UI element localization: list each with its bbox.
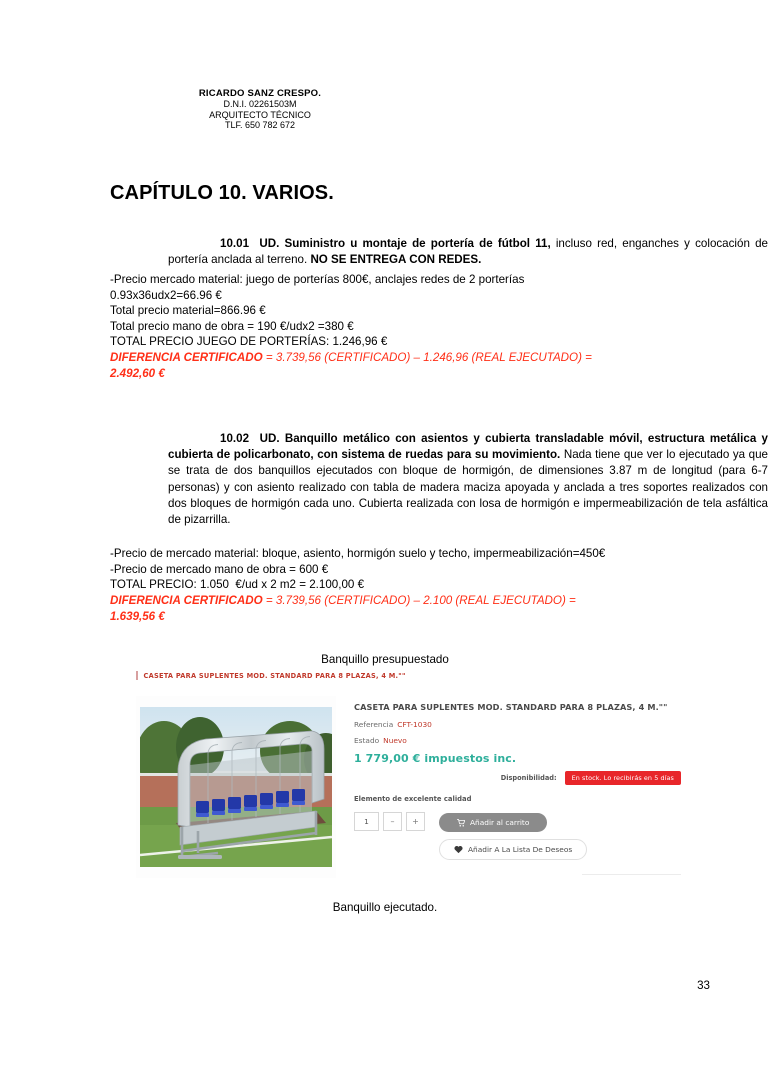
item-10-02-title-normal: Nada tiene que ver lo ejecutado ya que se trata de dos banquillos ejecutados con bloque de hormigón, de dimensiones 3.87 m de longitud (para 6-7 personas) y con asiento realizado con tabla de madera maciza apoyada y anclada a tres soportes realizados con dos bloques de hormigón cada uno. Cubierta realizada con losa de hormigón e impermeabilización de tela asfáltica de pizarrilla. xyxy=(168,448,769,527)
product-banner xyxy=(136,671,681,682)
product-title: CASETA PARA SUPLENTES MOD. STANDARD PARA 8 PLAZAS, 4 M."" xyxy=(354,702,668,712)
product-card xyxy=(136,671,681,878)
banner-tick-icon xyxy=(136,671,138,680)
item-10-01-difference xyxy=(110,350,720,381)
item-10-01-title-emphasis: NO SE ENTREGA CON REDES. xyxy=(310,253,482,267)
quality-note: Elemento de excelente calidad xyxy=(354,795,472,803)
page-title: CAPÍTULO 10. VARIOS. xyxy=(110,182,334,204)
add-to-cart-button[interactable] xyxy=(439,813,547,832)
reference-label: Referencia xyxy=(354,720,394,729)
price-line: Total precio material=866.96 € xyxy=(110,304,266,318)
caption-executed: Banquillo ejecutado. xyxy=(332,901,438,914)
item-10-01-price-lines xyxy=(110,272,730,350)
product-price: 1 779,00 € impuestos inc. xyxy=(354,752,517,765)
quantity-input[interactable]: 1 xyxy=(354,812,379,831)
cart-icon xyxy=(457,819,465,827)
team-shelter-photo-illustration xyxy=(140,707,332,867)
availability-row xyxy=(354,771,681,785)
availability-label: Disponibilidad: xyxy=(500,774,557,782)
price-line: 0.93x36udx2=66.96 € xyxy=(110,288,222,302)
price-line: -Precio mercado material: juego de porterías 800€, anclajes redes de 2 porterías xyxy=(110,273,525,286)
letterhead-phone: TLF. 650 782 672 xyxy=(224,120,296,131)
quantity-stepper[interactable] xyxy=(354,812,425,831)
item-10-02-code: 10.02 xyxy=(220,432,250,445)
difference-value: = 3.739,56 (CERTIFICADO) – 1.246,96 (REAL EJECUTADO) = xyxy=(262,351,592,364)
add-to-wishlist-button[interactable] xyxy=(439,839,587,860)
state-label: Estado xyxy=(354,736,380,745)
item-10-01-title-normal: incluso red, enganches y colocación de portería anclada al terreno. xyxy=(168,237,768,267)
item-10-02-difference xyxy=(110,593,720,624)
item-10-02-title-bold: UD. Banquillo metálico con asientos y cubierta transladable móvil, estructura metálica y cubierta de policarbonato, con sistema de ruedas para su movimiento. xyxy=(168,432,768,462)
letterhead-name: RICARDO SANZ CRESPO. xyxy=(198,88,322,99)
item-10-02-price-lines xyxy=(110,546,740,593)
quantity-increase-button[interactable]: + xyxy=(406,812,425,831)
add-to-cart-label: Añadir al carrito xyxy=(470,818,530,827)
difference-result: 2.492,60 € xyxy=(110,366,165,380)
item-10-02-heading xyxy=(110,431,768,528)
price-line: TOTAL PRECIO JUEGO DE PORTERÍAS: 1.246,96 € xyxy=(110,335,388,349)
item-10-01-heading xyxy=(110,236,768,268)
item-10-01-title-bold: UD. Suministro u montaje de portería de fútbol 11, xyxy=(259,237,551,250)
price-line: Total precio mano de obra = 190 €/udx2 =380 € xyxy=(110,319,354,333)
product-reference xyxy=(354,720,681,729)
letterhead-role: ARQUITECTO TÉCNICO xyxy=(209,109,311,120)
product-card-body xyxy=(136,682,681,878)
status-badge: En stock. Lo recibirás en 5 días xyxy=(565,771,681,785)
product-actions xyxy=(354,812,681,860)
item-10-01-code: 10.01 xyxy=(220,237,250,250)
price-line: TOTAL PRECIO: 1.050 €/ud x 2 m2 = 2.100,00 € xyxy=(110,578,365,592)
product-banner-title: CASETA PARA SUPLENTES MOD. STANDARD PARA 8 PLAZAS, 4 M."" xyxy=(143,671,406,680)
difference-result: 1.639,56 € xyxy=(110,609,165,623)
letterhead-dni: D.N.I. 02261503M xyxy=(223,99,297,110)
price-line: -Precio de mercado mano de obra = 600 € xyxy=(110,562,329,576)
difference-label: DIFERENCIA CERTIFICADO xyxy=(110,594,263,607)
add-to-wishlist-label: Añadir A La Lista De Deseos xyxy=(468,845,573,854)
caption-budgeted: Banquillo presupuestado xyxy=(321,653,449,666)
card-divider xyxy=(582,874,681,875)
state-value: Nuevo xyxy=(383,736,407,745)
quantity-decrease-button[interactable]: – xyxy=(383,812,402,831)
heart-icon xyxy=(454,845,463,854)
product-detail xyxy=(354,696,681,878)
letterhead xyxy=(0,88,520,131)
difference-value: = 3.739,56 (CERTIFICADO) – 2.100 (REAL EJECUTADO) = xyxy=(262,594,576,607)
purchase-buttons xyxy=(439,812,587,860)
reference-value: CFT-1030 xyxy=(397,720,432,729)
product-state xyxy=(354,736,681,745)
difference-label: DIFERENCIA CERTIFICADO xyxy=(110,351,263,364)
product-photo[interactable] xyxy=(136,696,336,878)
page-number: 33 xyxy=(697,979,710,992)
price-line: -Precio de mercado material: bloque, asiento, hormigón suelo y techo, impermeabilización=450€ xyxy=(110,547,606,560)
